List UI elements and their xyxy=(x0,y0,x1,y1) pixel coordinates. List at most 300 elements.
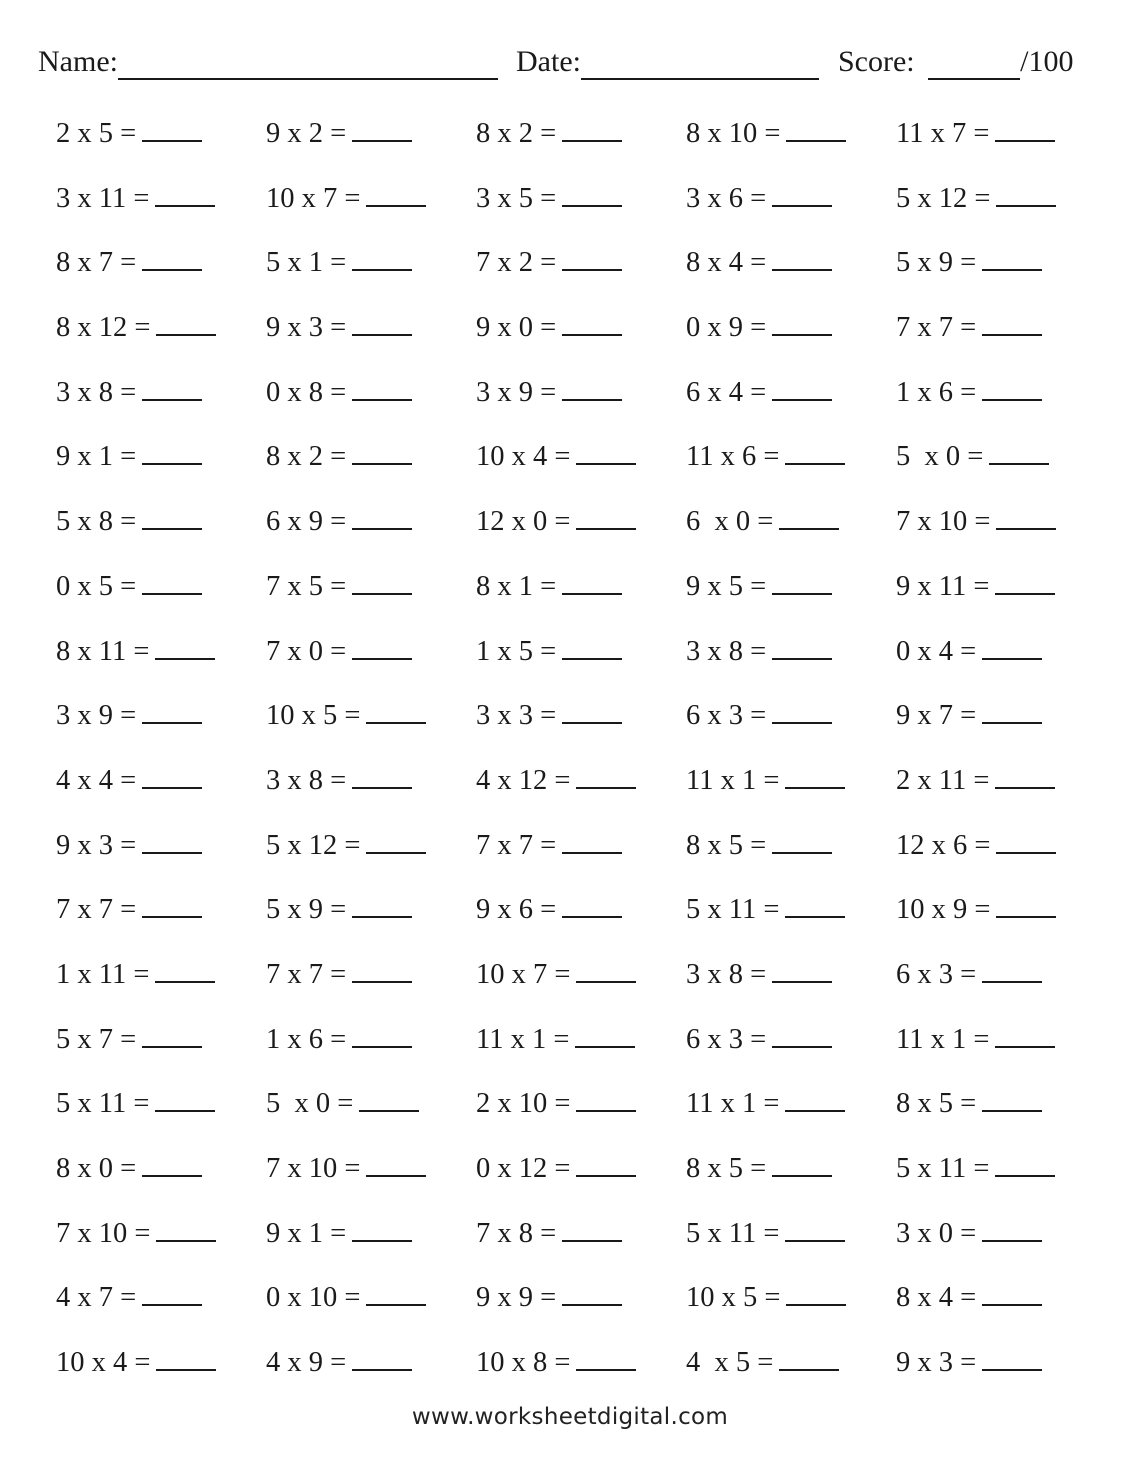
problem-text: 7 x 10 = xyxy=(896,506,991,538)
problem-text: 7 x 7 = xyxy=(476,829,557,861)
problem-item xyxy=(266,1143,426,1195)
problem-item xyxy=(896,1078,1042,1130)
answer-blank[interactable] xyxy=(366,826,426,854)
answer-blank[interactable] xyxy=(996,502,1056,530)
problem-item xyxy=(476,949,636,1001)
problem-text: 3 x 6 = xyxy=(686,182,767,214)
answer-blank[interactable] xyxy=(772,567,832,595)
problem-item xyxy=(266,367,412,419)
answer-blank[interactable] xyxy=(995,114,1055,142)
answer-blank[interactable] xyxy=(785,1214,845,1242)
answer-blank[interactable] xyxy=(995,761,1055,789)
answer-blank[interactable] xyxy=(995,1020,1055,1048)
answer-blank[interactable] xyxy=(562,632,622,660)
problem-text: 8 x 2 = xyxy=(476,118,557,149)
problem-item xyxy=(896,108,1055,160)
answer-blank[interactable] xyxy=(352,243,412,271)
problem-text: 8 x 2 = xyxy=(266,441,347,473)
answer-blank[interactable] xyxy=(996,890,1056,918)
answer-blank[interactable] xyxy=(982,373,1042,401)
problem-text: 6 x 3 = xyxy=(896,958,977,990)
answer-blank[interactable] xyxy=(576,502,636,530)
problem-text: 12 x 6 = xyxy=(896,829,991,861)
answer-blank[interactable] xyxy=(989,437,1049,465)
problem-row xyxy=(56,626,1096,691)
problem-item xyxy=(476,431,636,483)
answer-blank[interactable] xyxy=(772,1020,832,1048)
problem-row xyxy=(56,820,1096,885)
problem-text: 0 x 9 = xyxy=(686,312,767,344)
problem-item xyxy=(896,755,1055,807)
answer-blank[interactable] xyxy=(786,114,846,142)
problem-item xyxy=(476,626,622,678)
problem-item xyxy=(266,237,412,289)
problem-row xyxy=(56,561,1096,626)
problem-item xyxy=(266,173,426,225)
problem-item xyxy=(476,884,622,936)
answer-blank[interactable] xyxy=(142,1278,202,1306)
score-blank-line xyxy=(928,42,1020,80)
problem-item xyxy=(266,431,412,483)
problem-text: 0 x 4 = xyxy=(896,635,977,667)
problem-item xyxy=(266,884,412,936)
problem-row xyxy=(56,496,1096,561)
problem-text: 5 x 1 = xyxy=(266,247,347,279)
answer-blank[interactable] xyxy=(352,1214,412,1242)
problem-item xyxy=(686,173,832,225)
problem-item xyxy=(266,302,412,354)
answer-blank[interactable] xyxy=(996,826,1056,854)
problem-text: 10 x 5 = xyxy=(266,700,361,732)
answer-blank[interactable] xyxy=(562,696,622,724)
answer-blank[interactable] xyxy=(982,632,1042,660)
problem-text: 4 x 9 = xyxy=(266,1347,347,1379)
problem-item xyxy=(686,431,845,483)
problem-text: 7 x 7 = xyxy=(56,894,137,926)
answer-blank[interactable] xyxy=(142,1149,202,1177)
problem-text: 10 x 7 = xyxy=(266,182,361,214)
score-label: Score: xyxy=(838,45,915,78)
problem-item xyxy=(56,496,202,548)
answer-blank[interactable] xyxy=(772,955,832,983)
problem-text: 8 x 4 = xyxy=(686,247,767,279)
answer-blank[interactable] xyxy=(142,502,202,530)
answer-blank[interactable] xyxy=(562,373,622,401)
problem-text: 5 x 11 = xyxy=(686,894,780,926)
problem-text: 2 x 11 = xyxy=(896,764,990,796)
problem-text: 7 x 10 = xyxy=(266,1153,361,1184)
problem-text: 9 x 5 = xyxy=(686,570,767,602)
answer-blank[interactable] xyxy=(352,955,412,983)
answer-blank[interactable] xyxy=(562,114,622,142)
answer-blank[interactable] xyxy=(995,1149,1055,1177)
problem-item xyxy=(686,496,839,548)
problem-item xyxy=(266,1078,419,1130)
answer-blank[interactable] xyxy=(982,1278,1042,1306)
problem-item xyxy=(476,1014,635,1066)
problem-item xyxy=(266,108,412,160)
worksheet-header xyxy=(38,38,1083,88)
problem-text: 10 x 7 = xyxy=(476,958,571,990)
answer-blank[interactable] xyxy=(352,567,412,595)
problem-text: 3 x 5 = xyxy=(476,182,557,214)
problem-text: 9 x 6 = xyxy=(476,894,557,926)
problem-item xyxy=(896,237,1042,289)
problem-text: 8 x 7 = xyxy=(56,247,137,279)
problem-text: 9 x 9 = xyxy=(476,1282,557,1314)
answer-blank[interactable] xyxy=(352,437,412,465)
problem-item xyxy=(476,755,636,807)
name-field xyxy=(38,38,498,86)
problem-item xyxy=(476,1337,636,1389)
problem-text: 0 x 5 = xyxy=(56,570,137,602)
problem-text: 5 x 12 = xyxy=(896,182,991,214)
problem-item xyxy=(686,302,832,354)
problem-text: 11 x 1 = xyxy=(476,1023,570,1055)
problem-item xyxy=(686,367,832,419)
problem-item xyxy=(896,1143,1055,1195)
problem-item xyxy=(266,755,412,807)
problem-text: 7 x 7 = xyxy=(896,312,977,344)
problem-text: 8 x 5 = xyxy=(686,1153,767,1184)
problem-text: 8 x 5 = xyxy=(896,1088,977,1120)
problem-item xyxy=(686,1014,832,1066)
answer-blank[interactable] xyxy=(772,308,832,336)
problem-item xyxy=(56,949,215,1001)
problem-text: 8 x 12 = xyxy=(56,312,151,344)
problem-text: 7 x 0 = xyxy=(266,635,347,667)
problem-row xyxy=(56,431,1096,496)
problem-item xyxy=(56,626,215,678)
problem-item xyxy=(686,820,832,872)
answer-blank[interactable] xyxy=(155,955,215,983)
problem-item xyxy=(686,1078,845,1130)
answer-blank[interactable] xyxy=(576,955,636,983)
problem-text: 5 x 11 = xyxy=(686,1217,780,1249)
problem-row xyxy=(56,302,1096,367)
answer-blank[interactable] xyxy=(142,890,202,918)
problem-item xyxy=(476,367,622,419)
problem-item xyxy=(266,690,426,742)
answer-blank[interactable] xyxy=(982,955,1042,983)
answer-blank[interactable] xyxy=(142,826,202,854)
problem-row xyxy=(56,1014,1096,1079)
problem-text: 8 x 11 = xyxy=(56,635,150,667)
problem-item xyxy=(896,690,1042,742)
answer-blank[interactable] xyxy=(779,1343,839,1371)
problem-text: 3 x 3 = xyxy=(476,700,557,732)
problem-text: 0 x 12 = xyxy=(476,1153,571,1184)
problem-text: 3 x 8 = xyxy=(686,958,767,990)
answer-blank[interactable] xyxy=(785,890,845,918)
answer-blank[interactable] xyxy=(352,1020,412,1048)
problem-item xyxy=(266,1208,412,1260)
problem-text: 7 x 7 = xyxy=(266,958,347,990)
answer-blank[interactable] xyxy=(772,373,832,401)
answer-blank[interactable] xyxy=(142,373,202,401)
answer-blank[interactable] xyxy=(352,1343,412,1371)
problem-item xyxy=(896,1337,1042,1389)
score-total: /100 xyxy=(1020,45,1074,78)
problem-text: 9 x 3 = xyxy=(896,1347,977,1379)
answer-blank[interactable] xyxy=(995,567,1055,595)
problem-text: 5 x 11 = xyxy=(896,1153,990,1184)
problem-text: 10 x 4 = xyxy=(476,441,571,473)
problem-row xyxy=(56,367,1096,432)
answer-blank[interactable] xyxy=(785,1084,845,1112)
problem-item xyxy=(56,237,202,289)
problem-text: 6 x 9 = xyxy=(266,506,347,538)
problem-item xyxy=(896,884,1056,936)
answer-blank[interactable] xyxy=(142,243,202,271)
answer-blank[interactable] xyxy=(779,502,839,530)
answer-blank[interactable] xyxy=(352,502,412,530)
problem-text: 4 x 5 = xyxy=(686,1347,774,1379)
problem-item xyxy=(56,1014,202,1066)
answer-blank[interactable] xyxy=(562,179,622,207)
answer-blank[interactable] xyxy=(772,826,832,854)
problem-item xyxy=(476,173,622,225)
problem-item xyxy=(686,884,845,936)
answer-blank[interactable] xyxy=(982,1343,1042,1371)
problem-item xyxy=(896,496,1056,548)
problem-item xyxy=(896,367,1042,419)
answer-blank[interactable] xyxy=(562,567,622,595)
problem-text: 3 x 9 = xyxy=(476,376,557,408)
problem-row xyxy=(56,237,1096,302)
problem-item xyxy=(896,1208,1042,1260)
answer-blank[interactable] xyxy=(785,761,845,789)
problem-row xyxy=(56,755,1096,820)
problem-item xyxy=(56,755,202,807)
problem-text: 5 x 7 = xyxy=(56,1023,137,1055)
problem-item xyxy=(56,1078,215,1130)
answer-blank[interactable] xyxy=(142,761,202,789)
problem-item xyxy=(266,561,412,613)
answer-blank[interactable] xyxy=(576,761,636,789)
answer-blank[interactable] xyxy=(772,243,832,271)
answer-blank[interactable] xyxy=(576,437,636,465)
problem-text: 9 x 3 = xyxy=(266,312,347,344)
problem-item xyxy=(56,820,202,872)
answer-blank[interactable] xyxy=(366,1149,426,1177)
problem-item xyxy=(476,302,622,354)
problem-text: 0 x 10 = xyxy=(266,1282,361,1314)
name-label: Name: xyxy=(38,45,118,78)
problem-text: 9 x 2 = xyxy=(266,118,347,149)
problem-item xyxy=(56,367,202,419)
problem-text: 6 x 4 = xyxy=(686,376,767,408)
answer-blank[interactable] xyxy=(352,373,412,401)
problem-item xyxy=(896,173,1056,225)
problem-text: 4 x 4 = xyxy=(56,764,137,796)
problem-text: 1 x 11 = xyxy=(56,958,150,990)
problem-item xyxy=(266,1272,426,1324)
answer-blank[interactable] xyxy=(359,1084,419,1112)
problem-text: 2 x 10 = xyxy=(476,1088,571,1120)
problem-item xyxy=(896,626,1042,678)
problem-text: 6 x 3 = xyxy=(686,700,767,732)
problem-text: 9 x 11 = xyxy=(896,570,990,602)
problem-text: 8 x 1 = xyxy=(476,570,557,602)
problem-text: 1 x 5 = xyxy=(476,635,557,667)
answer-blank[interactable] xyxy=(982,696,1042,724)
answer-blank[interactable] xyxy=(982,1084,1042,1112)
problem-row xyxy=(56,1143,1096,1208)
answer-blank[interactable] xyxy=(352,632,412,660)
answer-blank[interactable] xyxy=(142,114,202,142)
answer-blank[interactable] xyxy=(562,826,622,854)
answer-blank[interactable] xyxy=(772,179,832,207)
answer-blank[interactable] xyxy=(576,1149,636,1177)
problem-text: 3 x 8 = xyxy=(56,376,137,408)
answer-blank[interactable] xyxy=(155,179,215,207)
problem-text: 7 x 10 = xyxy=(56,1217,151,1249)
problem-item xyxy=(56,108,202,160)
problem-item xyxy=(686,626,832,678)
answer-blank[interactable] xyxy=(786,1278,846,1306)
problem-item xyxy=(56,173,215,225)
problem-item xyxy=(476,1143,636,1195)
score-field xyxy=(838,38,1073,86)
answer-blank[interactable] xyxy=(996,179,1056,207)
problem-text: 4 x 7 = xyxy=(56,1282,137,1314)
problem-item xyxy=(476,1078,636,1130)
answer-blank[interactable] xyxy=(142,696,202,724)
problem-item xyxy=(476,690,622,742)
problem-text: 8 x 4 = xyxy=(896,1282,977,1314)
answer-blank[interactable] xyxy=(772,632,832,660)
problem-text: 1 x 6 = xyxy=(896,376,977,408)
answer-blank[interactable] xyxy=(156,1214,216,1242)
problem-row xyxy=(56,949,1096,1014)
answer-blank[interactable] xyxy=(982,308,1042,336)
problem-item xyxy=(686,1143,832,1195)
answer-blank[interactable] xyxy=(562,308,622,336)
problem-item xyxy=(686,561,832,613)
problem-item xyxy=(56,1143,202,1195)
problem-text: 9 x 1 = xyxy=(266,1217,347,1249)
problem-text: 9 x 7 = xyxy=(896,700,977,732)
problem-item xyxy=(266,496,412,548)
answer-blank[interactable] xyxy=(142,567,202,595)
problem-item xyxy=(56,561,202,613)
problem-item xyxy=(896,1272,1042,1324)
problem-row xyxy=(56,1208,1096,1273)
problem-row xyxy=(56,884,1096,949)
answer-blank[interactable] xyxy=(366,696,426,724)
answer-blank[interactable] xyxy=(562,243,622,271)
problem-item xyxy=(686,237,832,289)
problem-item xyxy=(686,690,832,742)
problem-item xyxy=(56,884,202,936)
problem-text: 3 x 8 = xyxy=(686,635,767,667)
problem-text: 7 x 5 = xyxy=(266,570,347,602)
problem-row xyxy=(56,1078,1096,1143)
answer-blank[interactable] xyxy=(142,437,202,465)
problem-text: 7 x 2 = xyxy=(476,247,557,279)
problem-text: 11 x 6 = xyxy=(686,441,780,473)
problem-text: 8 x 5 = xyxy=(686,829,767,861)
problem-row xyxy=(56,1272,1096,1337)
answer-blank[interactable] xyxy=(352,308,412,336)
problem-item xyxy=(476,108,622,160)
problem-item xyxy=(896,1014,1055,1066)
answer-blank[interactable] xyxy=(772,696,832,724)
answer-blank[interactable] xyxy=(562,1214,622,1242)
problem-text: 10 x 9 = xyxy=(896,894,991,926)
problem-text: 1 x 6 = xyxy=(266,1023,347,1055)
answer-blank[interactable] xyxy=(155,632,215,660)
answer-blank[interactable] xyxy=(562,1278,622,1306)
problem-row xyxy=(56,108,1096,173)
answer-blank[interactable] xyxy=(785,437,845,465)
problem-item xyxy=(476,1208,622,1260)
answer-blank[interactable] xyxy=(156,308,216,336)
problem-text: 11 x 1 = xyxy=(686,1088,780,1120)
problem-text: 9 x 3 = xyxy=(56,829,137,861)
answer-blank[interactable] xyxy=(772,1149,832,1177)
problem-text: 0 x 8 = xyxy=(266,376,347,408)
problem-text: 10 x 4 = xyxy=(56,1347,151,1379)
problem-item xyxy=(896,302,1042,354)
problem-text: 10 x 8 = xyxy=(476,1347,571,1379)
answer-blank[interactable] xyxy=(562,890,622,918)
problem-text: 3 x 0 = xyxy=(896,1217,977,1249)
answer-blank[interactable] xyxy=(576,1084,636,1112)
problem-text: 6 x 0 = xyxy=(686,506,774,538)
problem-item xyxy=(686,1272,846,1324)
problem-item xyxy=(266,1337,412,1389)
problem-text: 6 x 3 = xyxy=(686,1023,767,1055)
problem-item xyxy=(56,1272,202,1324)
answer-blank[interactable] xyxy=(352,890,412,918)
problem-text: 5 x 8 = xyxy=(56,506,137,538)
problem-text: 3 x 11 = xyxy=(56,182,150,214)
problem-text: 7 x 8 = xyxy=(476,1217,557,1249)
footer-url: www.worksheetdigital.com xyxy=(411,1404,729,1430)
answer-blank[interactable] xyxy=(576,1343,636,1371)
answer-blank[interactable] xyxy=(156,1343,216,1371)
problem-text: 9 x 1 = xyxy=(56,441,137,473)
problem-grid xyxy=(56,108,1096,1402)
problem-item xyxy=(266,626,412,678)
problem-item xyxy=(896,431,1049,483)
name-blank-line xyxy=(118,42,498,80)
answer-blank[interactable] xyxy=(352,114,412,142)
date-field xyxy=(516,38,819,86)
problem-row xyxy=(56,1337,1096,1402)
problem-item xyxy=(56,1208,216,1260)
answer-blank[interactable] xyxy=(142,1020,202,1048)
answer-blank[interactable] xyxy=(366,1278,426,1306)
answer-blank[interactable] xyxy=(352,761,412,789)
problem-text: 8 x 10 = xyxy=(686,118,781,149)
problem-item xyxy=(266,1014,412,1066)
problem-text: 5 x 12 = xyxy=(266,829,361,861)
answer-blank[interactable] xyxy=(575,1020,635,1048)
answer-blank[interactable] xyxy=(982,243,1042,271)
answer-blank[interactable] xyxy=(982,1214,1042,1242)
problem-item xyxy=(476,561,622,613)
problem-text: 5 x 9 = xyxy=(896,247,977,279)
answer-blank[interactable] xyxy=(366,179,426,207)
problem-row xyxy=(56,690,1096,755)
problem-item xyxy=(56,302,216,354)
problem-item xyxy=(56,431,202,483)
answer-blank[interactable] xyxy=(155,1084,215,1112)
problem-text: 5 x 11 = xyxy=(56,1088,150,1120)
